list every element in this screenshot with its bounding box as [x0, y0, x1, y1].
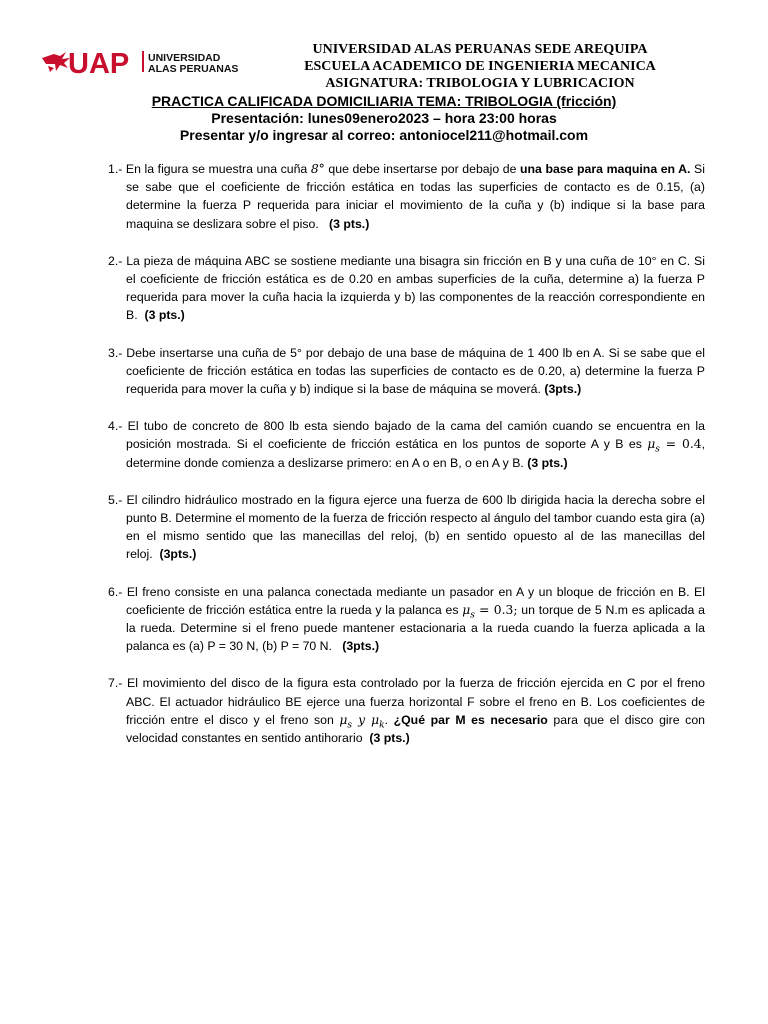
question-7: [108, 674, 705, 747]
question-list: [108, 160, 705, 747]
question-number: 7.-: [108, 676, 128, 691]
question-points: (3 pts.): [144, 308, 185, 323]
question-number: 3.-: [108, 345, 127, 360]
question-text: En la figura se muestra una cuña: [125, 162, 311, 176]
question-number: 1.-: [108, 162, 126, 176]
question-number: 5.-: [108, 492, 127, 507]
question-text: El movimiento del disco de la figura esta controlado por la fuerza de fricción ejercida en C por el freno ABC. El actuador hidráulico BE ejerce una fuerza horizontal F sobre el freno en B. Los coeficientes de fricción entre el disco y el freno son: [126, 676, 705, 727]
question-text: La pieza de máquina ABC se sostiene mediante una bisagra sin fricción en B y una cuña de 10° en C. Si el coeficiente de fricción estática es de 0.20 en ambas superficies de la cuña, determine a) la fuerza P requerida para mover la cuña hacia la izquierda y b) las componentes de la reacción correspondiente en B.: [126, 253, 705, 323]
question-points: (3pts.): [544, 382, 582, 397]
logo-line2: ALAS PERUANAS: [148, 63, 239, 75]
question-bold-text: una base para maquina en A.: [520, 162, 691, 176]
math-mu: μ: [647, 437, 656, 452]
question-points: (3pts.): [159, 547, 197, 562]
question-text: Si se sabe que el coeficiente de fricción estática en todas las superficies de contacto es de 0.15, (a) determine la fuerza P requerida para iniciar el movimiento de la cuña y (b) indique si la base para maquina se deslizara sobre el piso.: [126, 162, 705, 231]
question-text: El freno consiste en una palanca conectada mediante un pasador en A y un bloque de fricción en B. El coeficiente de fricción estática entre la rueda y la palanca es: [126, 584, 705, 617]
question-text: .: [384, 712, 389, 727]
logo-brand: UAP: [68, 48, 130, 78]
institution-line-3: ASIGNATURA: TRIBOLOGIA Y LUBRICACION: [325, 76, 635, 91]
question-text: para que el disco gire con velocidad constantes en sentido antihorario: [126, 712, 705, 746]
math-angle: 8°: [310, 162, 325, 176]
math-subscript: s: [470, 610, 475, 621]
math-subscript: k: [379, 720, 385, 731]
math-subscript: s: [347, 720, 353, 731]
question-points: (3 pts.): [369, 731, 410, 746]
math-conjunction: y: [352, 712, 372, 727]
presentation-date: Presentación: lunes09enero2023 – hora 23:00 horas: [211, 110, 557, 126]
math-subscript: s: [655, 444, 660, 455]
question-points: (3pts.): [342, 639, 380, 654]
uap-logo-graphic: [40, 44, 250, 78]
math-mu: μ: [371, 712, 380, 727]
question-text: un torque de 5 N.m es aplicada a la rueda. Determine si el freno puede mantener estacionaria a la rueda cuando la fuerza aplicada a la palanca es (a) P = 30 N, (b) P = 70 N.: [126, 602, 705, 654]
question-number: 6.-: [108, 584, 127, 599]
question-text: Debe insertarse una cuña de 5° por debajo de una base de máquina de 1 400 lb en A. Si se sabe que el coeficiente de fricción estática en todas las superficies de contacto es de 0.20, a) determine la fuerza P requerida para mover la cuña y b) indique si la base de máquina se moverá.: [126, 345, 705, 397]
question-points: (3 pts.): [329, 216, 370, 231]
question-text: El tubo de concreto de 800 lb esta siendo bajado de la cama del camión cuando se encuentra en la posición mostrada. Si el coeficiente de fricción estática en los puntos de soporte A y B es: [126, 419, 705, 452]
practice-titles: [0, 93, 768, 144]
logo-line1: UNIVERSIDAD: [148, 52, 221, 64]
practice-title: PRACTICA CALIFICADA DOMICILIARIA TEMA: TRIBOLOGIA (fricción): [151, 93, 617, 109]
math-equation: = 0.3;: [474, 602, 518, 617]
question-5: [108, 491, 705, 564]
institution-line-1: UNIVERSIDAD ALAS PERUANAS SEDE AREQUIPA: [312, 42, 648, 57]
question-number: 4.-: [108, 419, 128, 434]
math-equation: = 0.4: [659, 437, 702, 452]
question-points: (3 pts.): [527, 455, 568, 470]
question-number: 2.-: [108, 253, 127, 268]
question-1: [108, 160, 705, 233]
math-mu: μ: [339, 712, 348, 727]
math-mu: μ: [462, 602, 471, 617]
email-instruction: Presentar y/o ingresar al correo: antoniocel211@hotmail.com: [179, 127, 589, 143]
eagle-icon: [42, 52, 70, 72]
question-6: [108, 583, 705, 656]
question-3: [108, 344, 705, 399]
question-text: que debe insertarse por debajo de: [324, 162, 521, 176]
question-text: El cilindro hidráulico mostrado en la figura ejerce una fuerza de 600 lb dirigida hacia la derecha sobre el punto B. Determine el momento de la fuerza de fricción respecto al ángulo del tambor cuando esta gira (a) en el mismo sentido que las manecillas del reloj, (b) en sentido opuesto al de las manecillas del reloj.: [126, 492, 705, 562]
uap-logo: [40, 44, 250, 78]
question-4: [108, 417, 705, 472]
question-bold-text: ¿Qué par M es necesario: [388, 712, 548, 727]
question-text: , determine donde comienza a deslizarse primero: en A o en B, o en A y B.: [126, 437, 705, 470]
question-2: [108, 252, 705, 325]
institution-line-2: ESCUELA ACADEMICO DE INGENIERIA MECANICA: [304, 59, 656, 74]
institution-header: [250, 41, 710, 92]
